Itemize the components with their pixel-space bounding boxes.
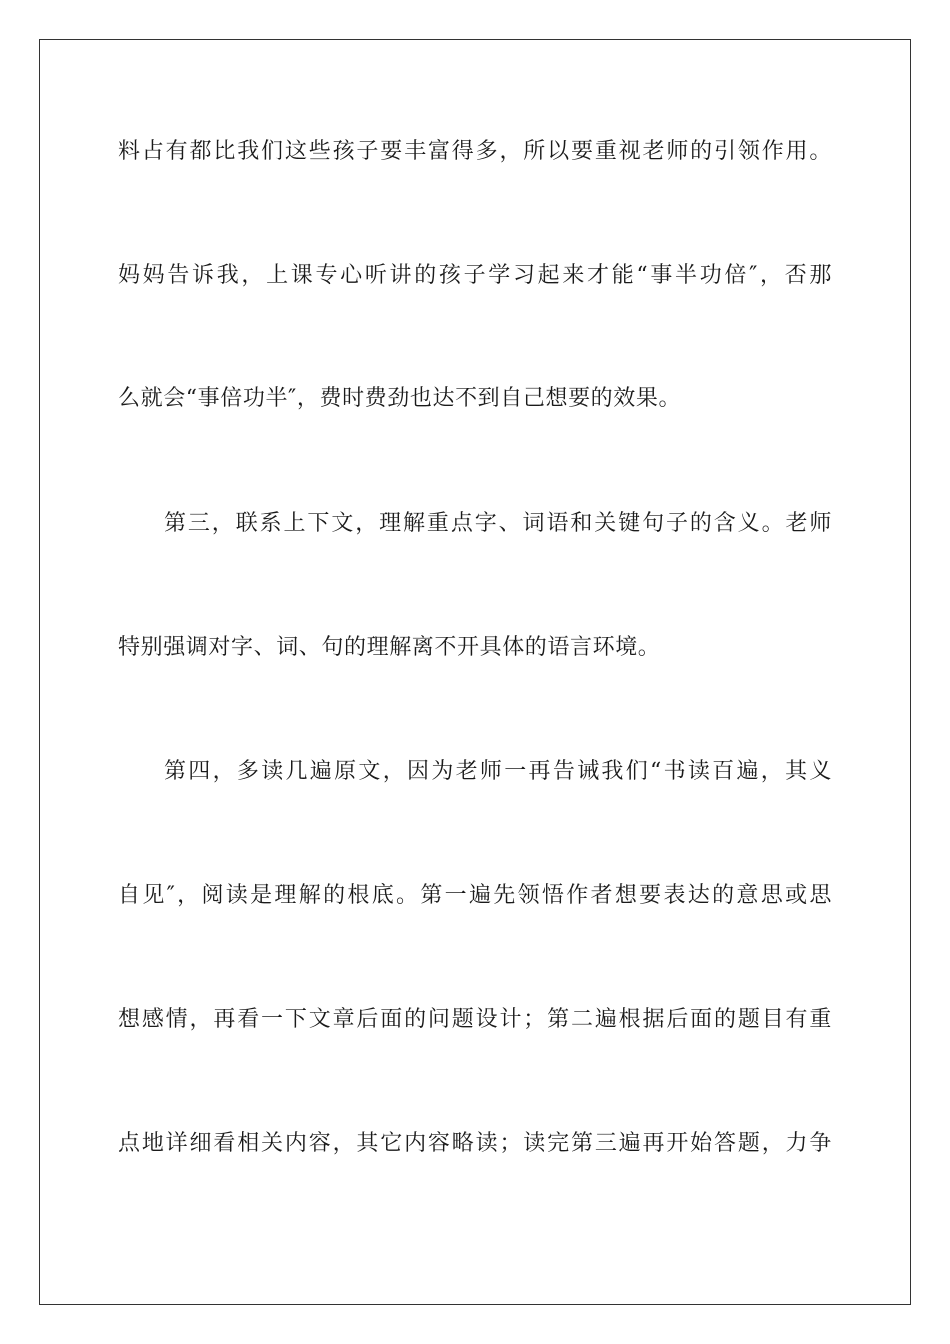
text-line-9: 点地详细看相关内容，其它内容略读；读完第三遍再开始答题，力争 xyxy=(118,1131,832,1156)
text-line-2: 妈妈告诉我，上课专心听讲的孩子学习起来才能“事半功倍″，否那 xyxy=(118,263,832,288)
page-border xyxy=(39,39,911,1305)
text-line-1: 料占有都比我们这些孩子要丰富得多，所以要重视老师的引领作用。 xyxy=(118,139,832,164)
text-line-8: 想感情，再看一下文章后面的问题设计；第二遍根据后面的题目有重 xyxy=(118,1007,832,1032)
paragraph-3-first-line: 第三，联系上下文，理解重点字、词语和关键句子的含义。老师 xyxy=(164,511,832,536)
text-line-5: 特别强调对字、词、句的理解离不开具体的语言环境。 xyxy=(118,635,661,660)
text-line-3: 么就会“事倍功半″，费时费劲也达不到自己想要的效果。 xyxy=(118,386,682,411)
paragraph-4-first-line: 第四，多读几遍原文，因为老师一再告诫我们“书读百遍，其义 xyxy=(164,759,832,784)
text-line-7: 自见″，阅读是理解的根底。第一遍先领悟作者想要表达的意思或思 xyxy=(118,883,832,908)
